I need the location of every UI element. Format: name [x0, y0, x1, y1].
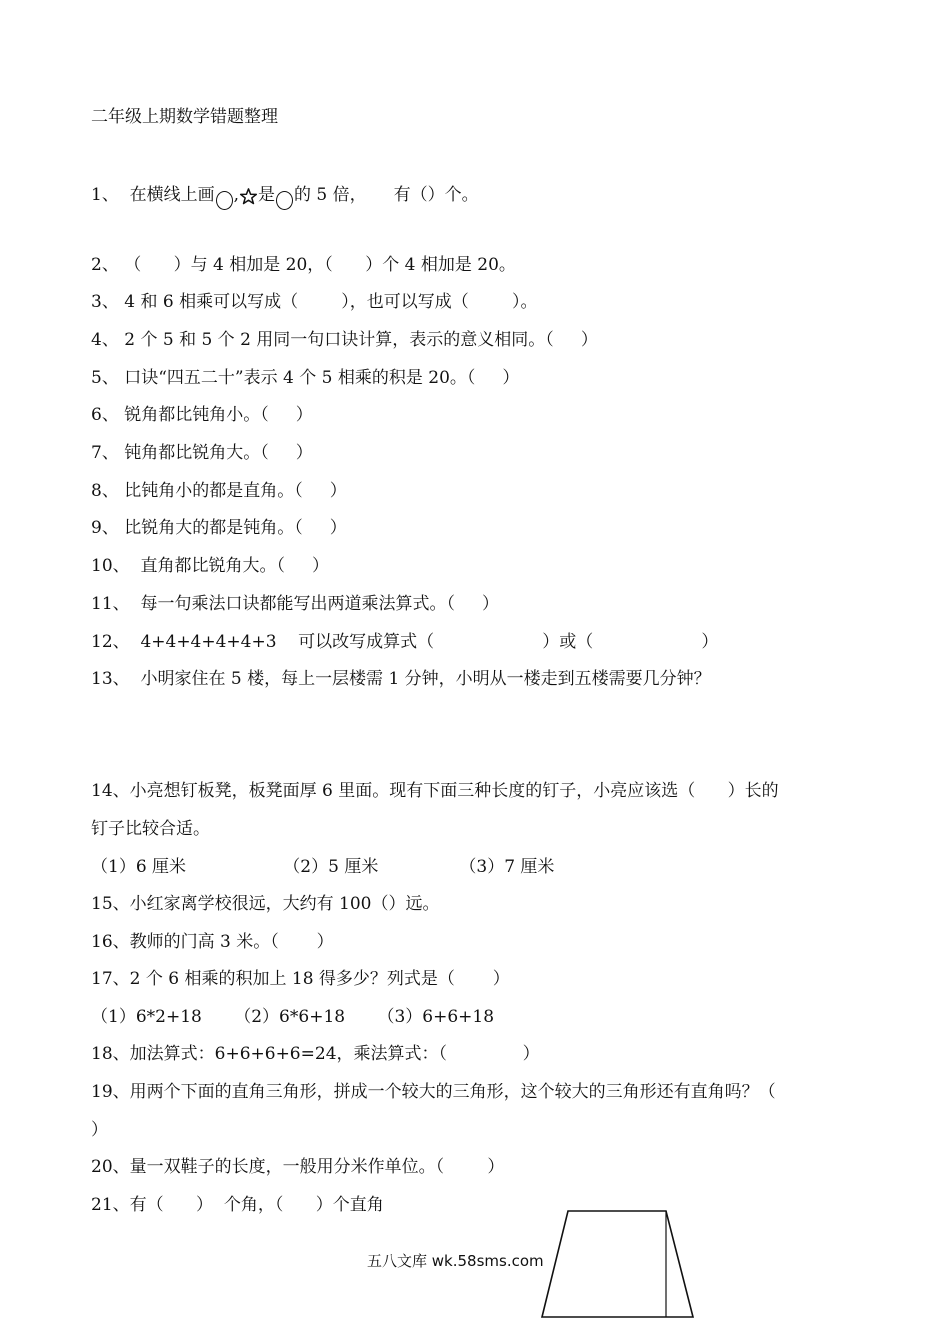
question-9: 9、 比锐角大的都是钝角。（ ） [91, 518, 347, 538]
trapezoid-outline [542, 1211, 693, 1317]
question-17-options: （1）6*2+18 （2）6*6+18 （3）6+6+18 [91, 1007, 495, 1027]
trapezoid-figure [535, 1205, 700, 1321]
page-title: 二年级上期数学错题整理 [91, 107, 278, 127]
question-14-line-1: 14、小亮想钉板凳，板凳面厚 6 里面。现有下面三种长度的钉子，小亮应该选（ ）长的 [91, 781, 779, 801]
question-19-line-1: 19、用两个下面的直角三角形，拼成一个较大的三角形，这个较大的三角形还有直角吗？（ [91, 1082, 776, 1102]
question-18: 18、加法算式：6+6+6+6=24，乘法算式：（ ） [91, 1044, 540, 1064]
question-5: 5、 口诀“四五二十”表示 4 个 5 相乘的积是 20。（ ） [91, 368, 520, 388]
question-14-options: （1）6 厘米 （2）5 厘米 （3）7 厘米 [91, 857, 555, 877]
question-4: 4、 2 个 5 和 5 个 2 用同一句口诀计算，表示的意义相同。（ ） [91, 330, 598, 350]
question-1-text-b: 是 [258, 184, 276, 205]
question-19-line-2: ） [91, 1120, 108, 1140]
question-14-line-2: 钉子比较合适。 [91, 819, 210, 839]
question-16: 16、教师的门高 3 米。（ ） [91, 932, 334, 952]
question-13: 13、 小明家住在 5 楼，每上一层楼需 1 分钟，小明从一楼走到五楼需要几分钟？ [91, 669, 711, 689]
question-1-text-a: 1、 在横线上画 [91, 184, 215, 205]
question-21: 21、有（ ） 个角，（ ）个直角 [91, 1195, 384, 1215]
question-15: 15、小红家离学校很远，大约有 100（）远。 [91, 894, 440, 914]
question-1 [91, 180, 479, 206]
question-2: 2、 （ ）与 4 相加是 20，（ ）个 4 相加是 20。 [91, 255, 516, 275]
question-1-text-c: 的 5 倍， 有（）个。 [294, 184, 479, 205]
question-1-comma: , [233, 184, 240, 205]
question-11: 11、 每一句乘法口诀都能写出两道乘法算式。（ ） [91, 594, 499, 614]
question-8: 8、 比钝角小的都是直角。（ ） [91, 481, 347, 501]
question-7: 7、 钝角都比锐角大。（ ） [91, 443, 313, 463]
footer-watermark: 五八文库 wk.58sms.com [367, 1252, 544, 1270]
question-20: 20、量一双鞋子的长度，一般用分米作单位。（ ） [91, 1157, 505, 1177]
question-3: 3、 4 和 6 相乘可以写成（ ），也可以写成（ ）。 [91, 292, 538, 312]
circle-icon [216, 191, 233, 210]
star-icon [239, 187, 258, 206]
question-12: 12、 4+4+4+4+4+3 可以改写成算式（ ）或（ ） [91, 632, 719, 652]
question-17: 17、2 个 6 相乘的积加上 18 得多少？列式是（ ） [91, 969, 510, 989]
question-10: 10、 直角都比锐角大。（ ） [91, 556, 329, 576]
question-6: 6、 锐角都比钝角小。（ ） [91, 405, 313, 425]
circle-icon [276, 191, 293, 210]
